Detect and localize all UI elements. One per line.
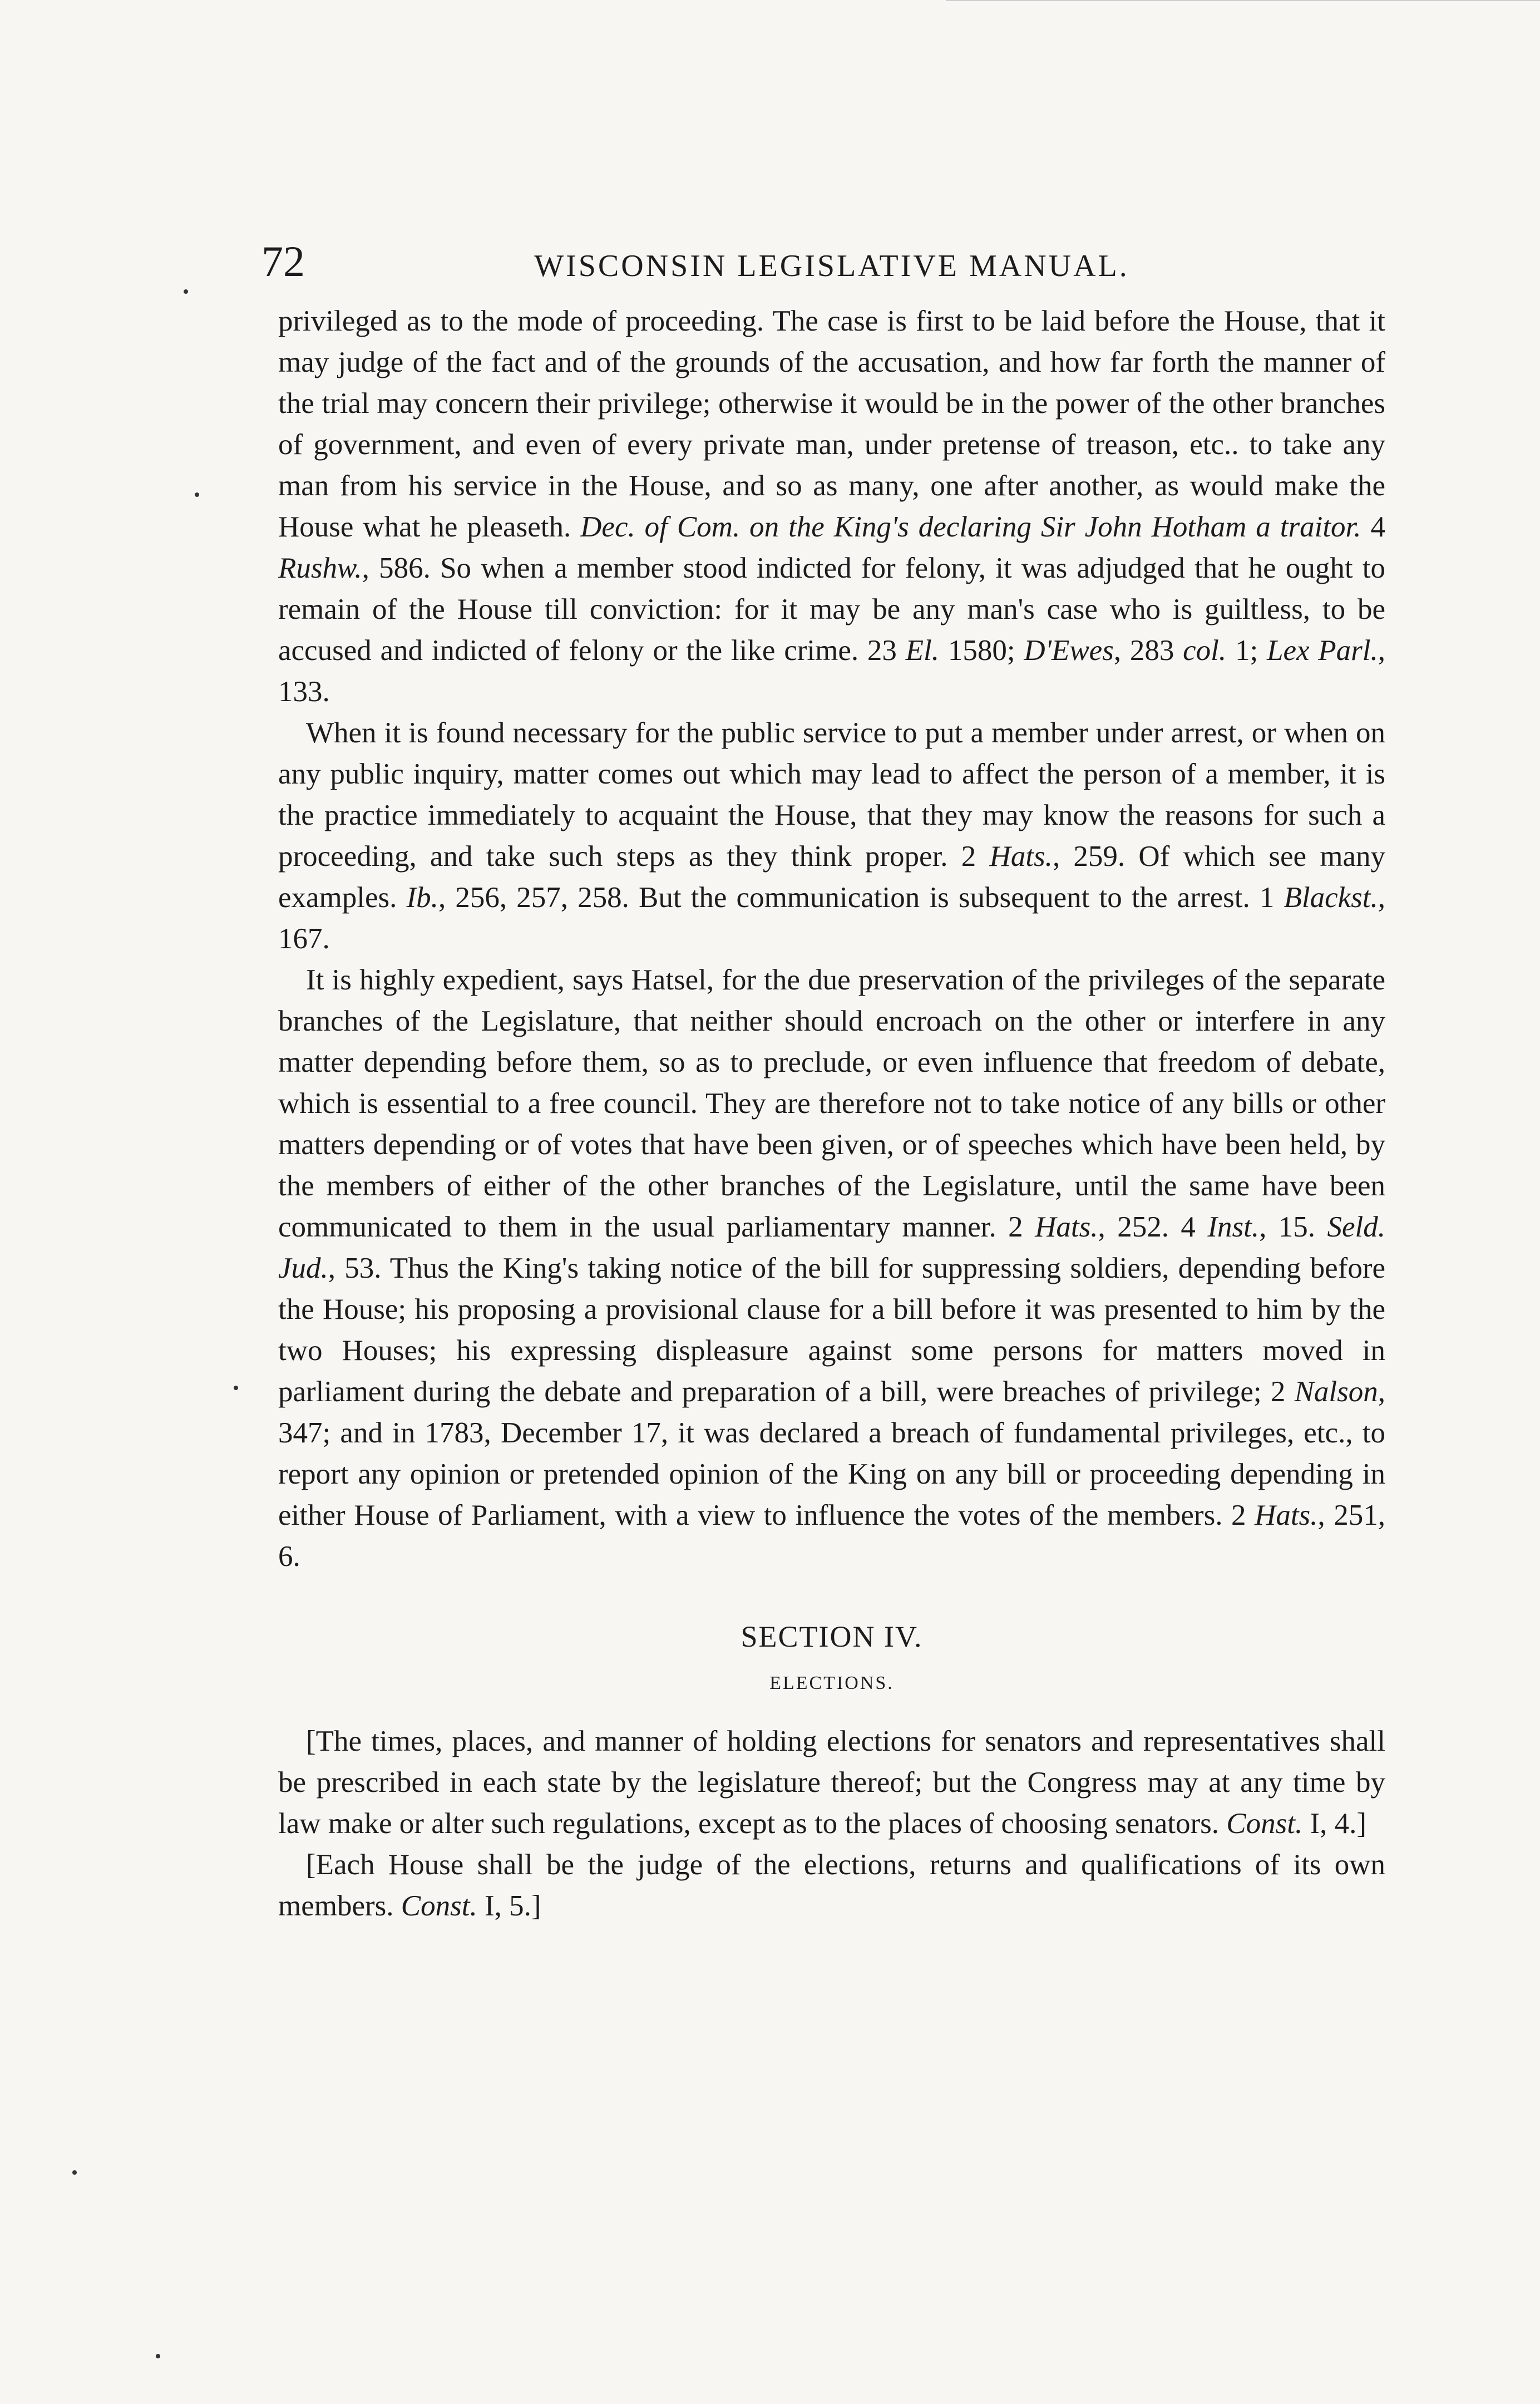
scan-speck: [72, 2170, 77, 2175]
text-segment: 4: [1361, 511, 1385, 543]
paragraph: [278, 959, 1385, 1577]
citation: Hats.: [989, 840, 1053, 873]
text-segment: , 251, 6.: [278, 1499, 1385, 1573]
paragraph: [278, 1721, 1385, 1844]
text-segment: When it is found necessary for the public service to put a member under arrest, or when on any public inquiry, matter comes out which may lead to affect the person of a member, it is the practice immediately to acquaint the House, that they may know the reasons for such a proceeding, and take such steps as they think proper. 2: [278, 717, 1385, 873]
scan-speck: [156, 2354, 160, 2358]
scan-speck: [184, 289, 188, 294]
text-segment: , 259. Of which see many examples.: [278, 840, 1386, 914]
citation: Hats.: [1255, 1499, 1318, 1531]
citation: Const.: [1226, 1807, 1303, 1840]
page-body: [278, 300, 1385, 1927]
citation: Const.: [401, 1890, 477, 1922]
paragraph: [278, 712, 1385, 959]
text-segment: 1580;: [939, 634, 1024, 667]
text-segment: , 283: [1113, 634, 1183, 667]
section-subheading: ELECTIONS.: [769, 1673, 894, 1693]
citation: D'Ewes: [1024, 634, 1114, 667]
text-segment: , 167.: [278, 881, 1385, 955]
text-segment: [Each House shall be the judge of the elections, returns and qualifications of its own members.: [278, 1849, 1385, 1922]
text-segment: [The times, places, and manner of holding elections for senators and representatives shall be prescribed in each state by the legislature thereof; but the Congress may at any time by law make or alter such regulations, except as to the places of choosing senators.: [278, 1725, 1385, 1840]
running-title: WISCONSIN LEGISLATIVE MANUAL.: [534, 249, 1129, 283]
citation: Blackst.: [1284, 881, 1378, 914]
text-segment: It is highly expedient, says Hatsel, for the due preservation of the privileges of the separate branches of the Legislature, that neither should encroach on the other or interfere in any matter depending before them, so as to preclude, or even influence that freedom of debate, which is essential to a free council. They are therefore not to take notice of any bills or other matters depending or of votes that have been given, or of speeches which have been held, by the members of either of the other branches of the Legislature, until the same have been communicated to them in the usual parliamentary manner. 2: [278, 964, 1385, 1243]
scan-speck: [195, 492, 199, 497]
text-segment: , 133.: [278, 634, 1386, 708]
citation: Inst.: [1207, 1211, 1260, 1243]
scan-speck: [234, 1386, 238, 1390]
text-segment: privileged as to the mode of proceeding. The case is first to be laid before the House, that it may judge of the fact and of the grounds of the accusation, and how far forth the manner of the trial may concern their privilege; otherwise it would be in the power of the other branches of government, and even of every private man, under pretense of treason, etc.. to take any man from his service in the House, and so as many, one after another, as would make the House what he pleaseth.: [278, 305, 1385, 543]
citation: Hats.: [1035, 1211, 1098, 1243]
text-segment: , 53. Thus the King's taking notice of the bill for suppressing soldiers, depending before the House; his proposing a provisional clause for a bill before it was presented to him by the two Houses; his expressing displeasure against some persons for matters moved in parliament during the debate and preparation of a bill, were breaches of privilege; 2: [278, 1252, 1385, 1408]
citation: El.: [905, 634, 940, 667]
text-segment: , 586. So when a member stood indicted for felony, it was adjudged that he ought to remain of the House till conviction: for it may be any man's case who is guiltless, to be accused and indicted of felony or the like crime. 23: [278, 552, 1385, 667]
page-header: [261, 234, 1402, 289]
text-segment: 1;: [1226, 634, 1267, 667]
paragraph-continued: [278, 300, 1385, 712]
citation: Seld. Jud.: [278, 1211, 1386, 1284]
section-heading: SECTION IV.: [741, 1620, 923, 1653]
citation: Nalson: [1294, 1376, 1378, 1408]
text-segment: , 347; and in 1783, December 17, it was declared a breach of fundamental privileges, etc., to report any opinion or pretended opinion of the King on any bill or proceeding depending in either House of Parliament, with a view to influence the votes of the members. 2: [278, 1376, 1385, 1531]
citation: col.: [1183, 634, 1227, 667]
text-segment: , 252. 4: [1098, 1211, 1208, 1243]
text-segment: I, 5.]: [477, 1890, 541, 1922]
page-number: 72: [261, 237, 305, 285]
scan-edge-line: [946, 0, 1540, 1]
text-segment: I, 4.]: [1302, 1807, 1367, 1840]
citation: Lex Parl.: [1266, 634, 1378, 667]
citation: Dec. of Com. on the King's declaring Sir John Hotham a traitor.: [580, 511, 1361, 543]
citation: Ib.: [406, 881, 438, 914]
paragraph: [278, 1844, 1385, 1927]
text-segment: , 15.: [1259, 1211, 1327, 1243]
text-segment: , 256, 257, 258. But the communication is subsequent to the arrest. 1: [438, 881, 1284, 914]
citation: Rushw.: [278, 552, 362, 584]
